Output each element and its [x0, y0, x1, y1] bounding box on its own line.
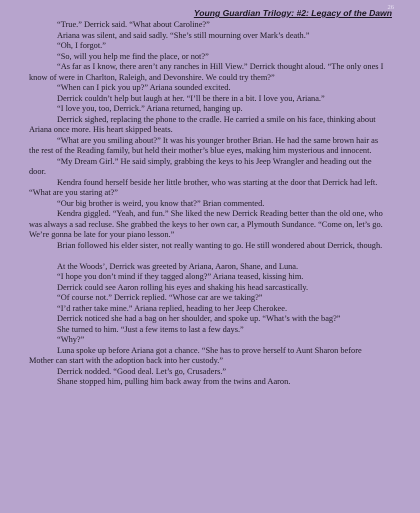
paragraph: “Oh, I forgot.” [57, 41, 106, 50]
paragraph: “As far as I know, there aren’t any ranches in Hill View.” Derrick thought aloud. “The only ones I know of were in Charlton, Raleigh, and Devonshire. We could try them?” [29, 62, 384, 82]
paragraph: Derrick could see Aaron rolling his eyes and shaking his head sarcastically. [57, 282, 309, 292]
paragraph: At the Woods’, Derrick was greeted by Ariana, Aaron, Shane, and Luna. [57, 261, 299, 271]
paragraph: She turned to him. “Just a few items to last a few days.” [57, 324, 244, 334]
paragraph: “I’d rather take mine.” Ariana replied, heading to her Jeep Cherokee. [57, 303, 288, 313]
paragraph: Brian followed his elder sister, not really wanting to go. He still wondered about Derrick, though. [57, 240, 383, 250]
paragraph: “My Dream Girl.” He said simply, grabbing the keys to his Jeep Wrangler and heading out the door. [29, 156, 372, 176]
running-header-title: Young Guardian Trilogy: #2: Legacy of the Dawn [193, 8, 392, 18]
paragraph: “So, will you help me find the place, or not?” [57, 51, 209, 61]
paragraph: Luna spoke up before Ariana got a chance. “She has to prove herself to Aunt Sharon before Mother can start with the adoption back into her custody.” [29, 345, 362, 365]
paragraph: “I love you, too, Derrick.” Ariana returned, hanging up. [57, 104, 243, 113]
paragraph: Shane stopped him, pulling him back away from the twins and Aaron. [57, 377, 291, 386]
paragraph: Ariana was silent, and said sadly. “She’s still mourning over Mark’s death.” [57, 30, 310, 40]
paragraph: “I hope you don’t mind if they tagged along?” Ariana teased, kissing him. [57, 272, 304, 281]
paragraph: Kendra giggled. “Yeah, and fun.” She liked the new Derrick Reading better than the old one, who was always a sad recluse. She grabbed the keys to her own car, a Plymouth Sundance. “Come on, let’s go. We’re gonna be late for your piano lesson.” [29, 209, 383, 239]
paragraph: Derrick sighed, replacing the phone to the cradle. He carried a smile on his face, thinking about Ariana once more. His heart skipped beats. [29, 114, 376, 134]
paragraph: Derrick noticed she had a bag on her shoulder, and spoke up. “What’s with the bag?” [57, 314, 341, 323]
paragraph: Derrick couldn’t help but laugh at her. “I’ll be there in a bit. I love you, Ariana.” [57, 93, 325, 103]
paragraph: “Our big brother is weird, you know that?” Brian commented. [57, 198, 265, 208]
body-text [29, 20, 386, 388]
paragraph: “When can I pick you up?” Ariana sounded excited. [57, 83, 231, 92]
paragraph: “What are you smiling about?” It was his younger brother Brian. He had the same brown hair as the rest of the Reading family, but held their mother’s blue eyes, making him mysterious and innocent. [29, 135, 379, 155]
paragraph: Kendra found herself beside her little brother, who was starting at the door that Derrick had left. “What are you staring at?” [29, 177, 378, 197]
paragraph: “True.” Derrick said. “What about Caroline?” [57, 20, 210, 29]
paragraph: “Of course not.” Derrick replied. “Whose car are we taking?” [57, 293, 263, 302]
paragraph: “Why?” [57, 335, 85, 344]
page-number: 26 [387, 4, 394, 11]
paragraph: Derrick nodded. “Good deal. Let’s go, Crusaders.” [57, 366, 227, 376]
